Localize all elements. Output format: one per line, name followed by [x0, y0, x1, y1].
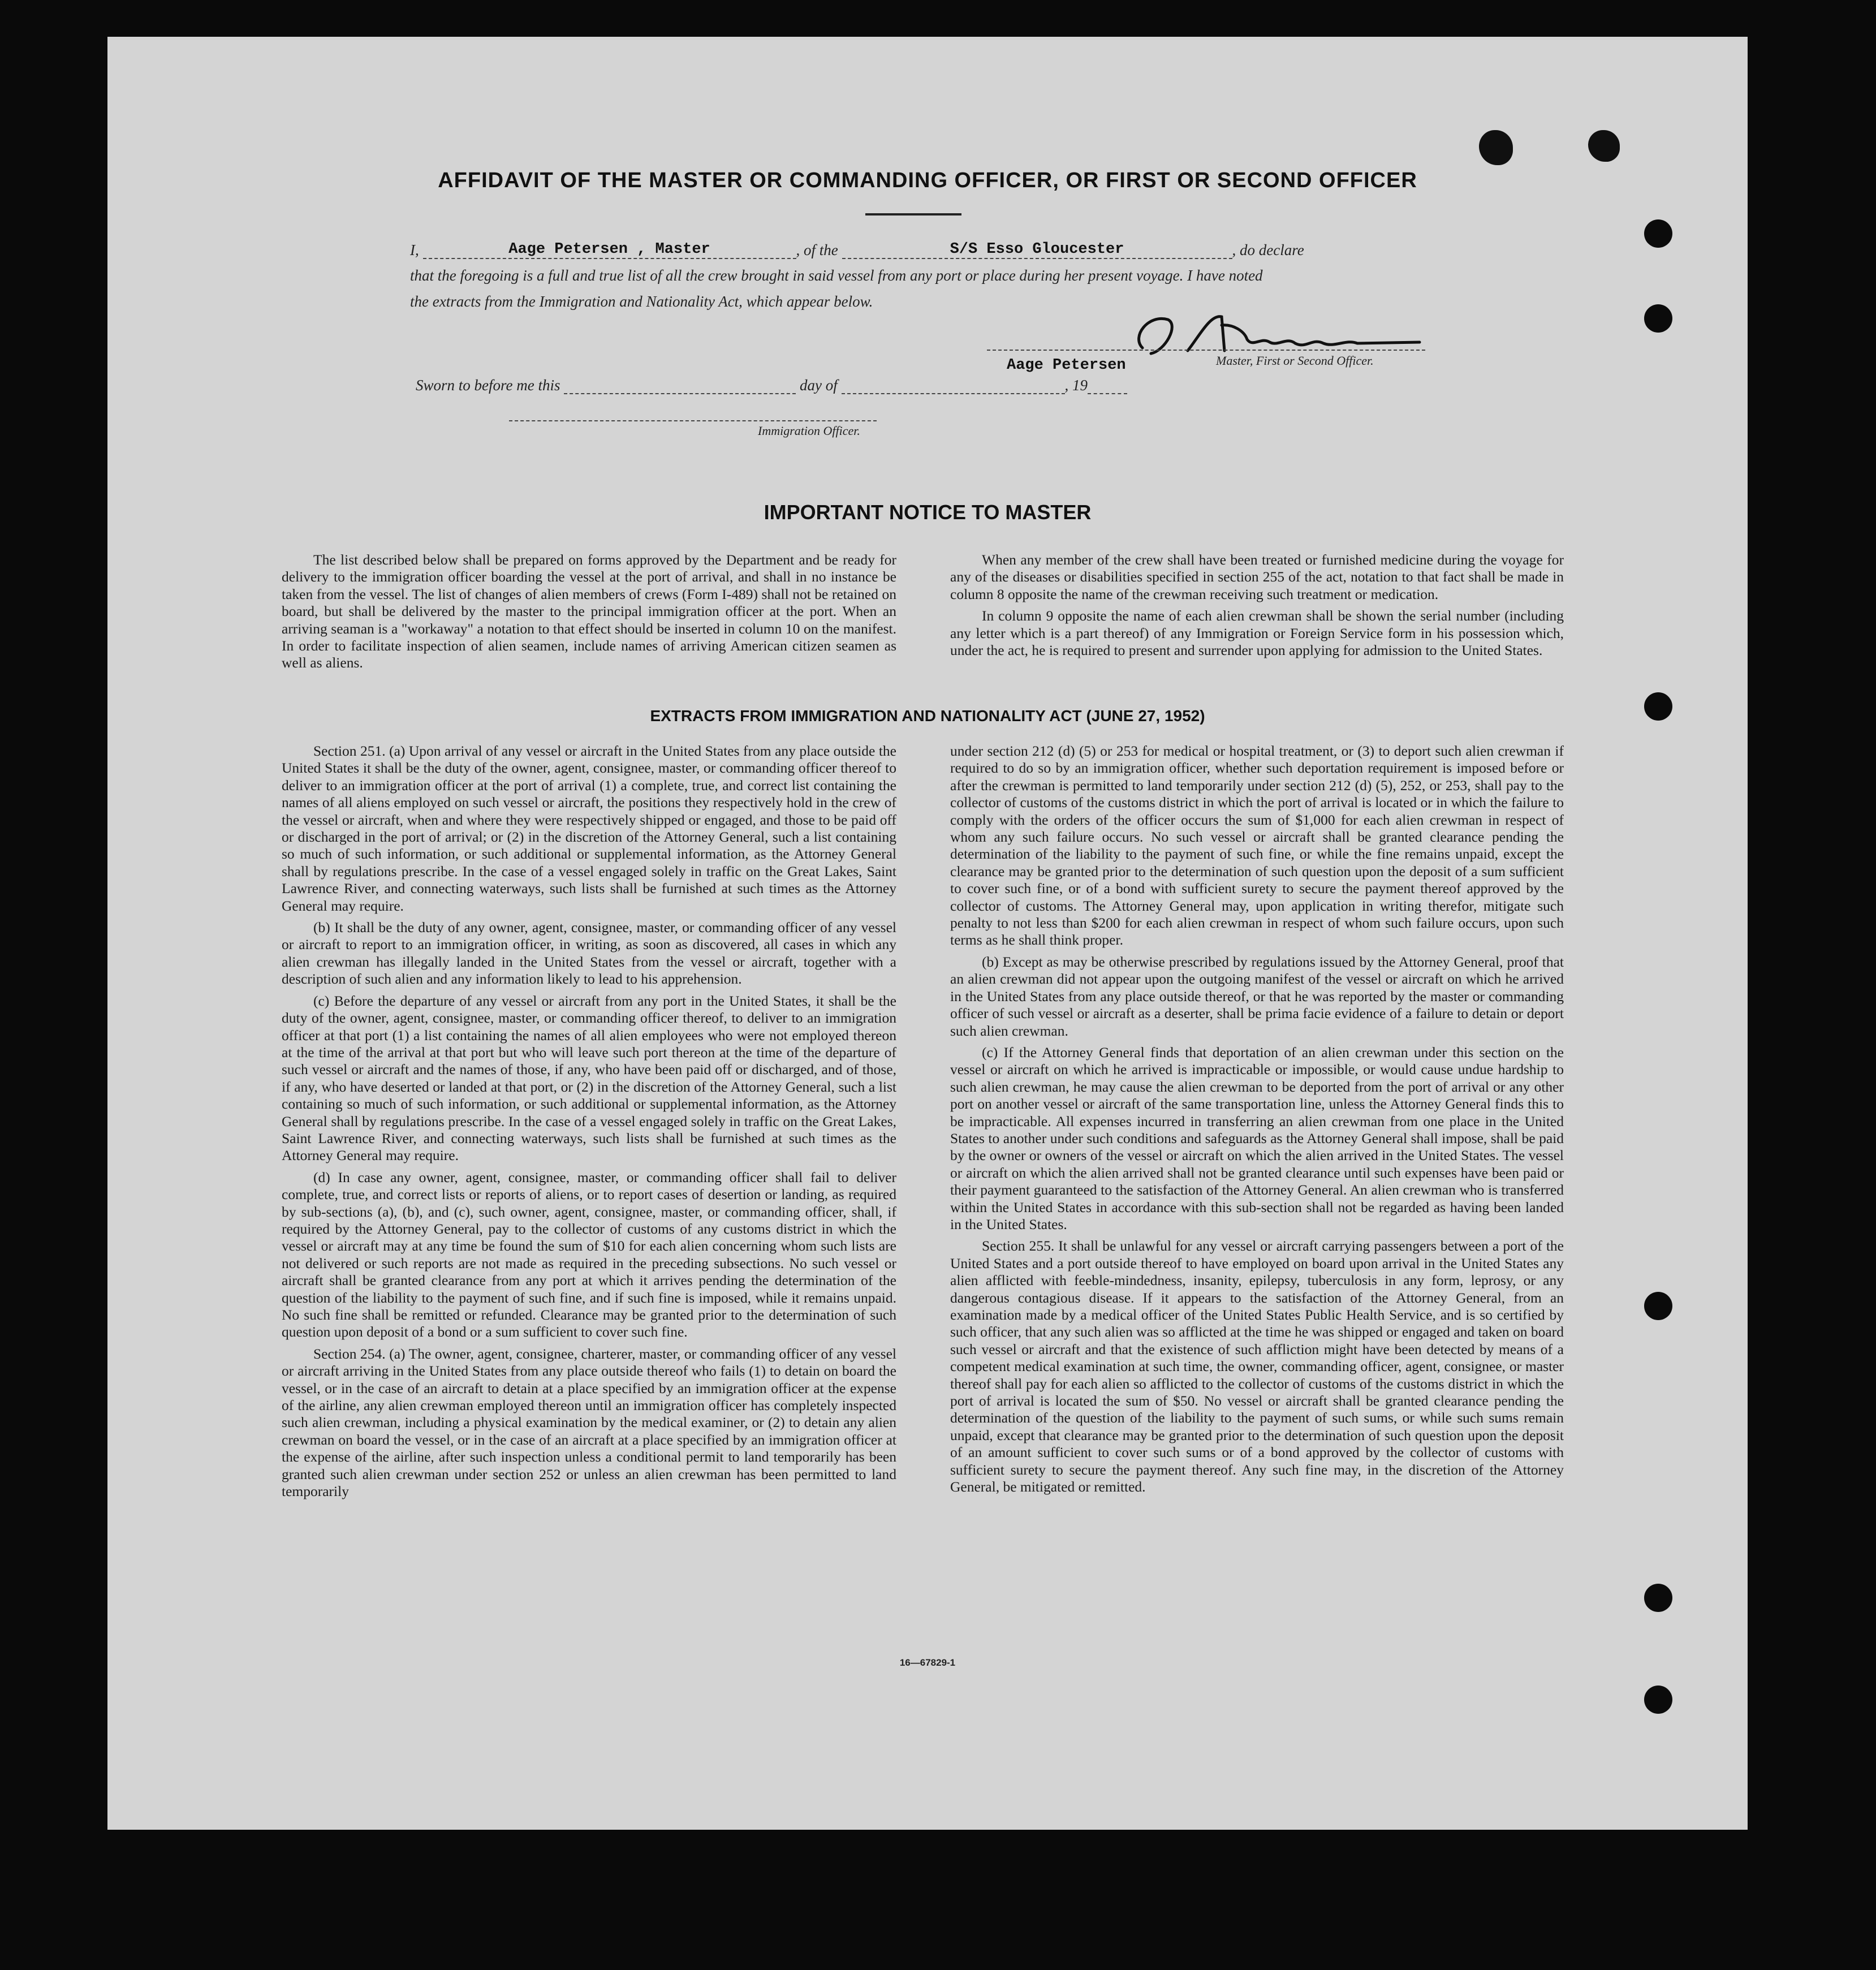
declaration-line: [410, 241, 1304, 259]
vessel-name-field: S/S Esso Gloucester: [842, 241, 1232, 259]
binder-hole: [1644, 1584, 1672, 1612]
sworn-prefix: Sworn to before me this: [416, 377, 560, 394]
notice-title: IMPORTANT NOTICE TO MASTER: [764, 501, 1092, 524]
binder-hole: [1644, 1292, 1672, 1320]
year-prefix: , 19: [1064, 377, 1088, 394]
extracts-title: EXTRACTS FROM IMMIGRATION AND NATIONALITY ACT (JUNE 27, 1952): [650, 707, 1205, 725]
binder-hole: [1644, 304, 1672, 333]
notice-paragraph: When any member of the crew shall have been treated or furnished medicine during the voyage for any of the diseases or disabilities specified in section 255 of the act, notation to that fact shall be made in column 8 opposite the name of the crewman receiving such treatment or medication.: [950, 551, 1564, 602]
section-paragraph: (c) If the Attorney General finds that deportation of an alien crewman under this section on the vessel or aircraft on which he arrived is impracticable or impossible, or would cause undue hardship to such alien crewman, he may cause the alien crewman to be deported from the port of arrival or any other port on another vessel or aircraft of the same transportation line, unless the Attorney General finds this to be impracticable. All expenses incurred in transferring an alien crewman from one place in the United States to another under such conditions and safeguards as the Attorney General shall impose, shall be paid by the owner or owners of the vessel or aircraft on which the alien arrived in the United States. The vessel or aircraft on which the alien arrived shall not be granted clearance until such expenses have been paid or their payment guaranteed to the satisfaction of the Attorney General. An alien crewman who is transferred within the United States in accordance with this sub-section shall not be regarded as having been landed in the United States.: [950, 1044, 1564, 1232]
sworn-year-field: [1088, 376, 1127, 394]
typed-name: Aage Petersen: [1007, 357, 1126, 374]
signature-line: [987, 350, 1425, 351]
form-number: 16—67829-1: [899, 1657, 956, 1668]
do-declare-text: , do declare: [1232, 242, 1304, 258]
sworn-month-field: [842, 376, 1065, 394]
section-paragraph: Section 251. (a) Upon arrival of any vessel or aircraft in the United States from any place outside the United States it shall be the duty of the owner, agent, consignee, master, or commanding officer thereof to deliver to an immigration officer at the port of arrival (1) a complete, true, and correct list containing the names of all aliens employed on such vessel or aircraft, the positions they respectively hold in the crew of the vessel or aircraft, when and where they were respectively shipped or engaged, and those to be paid off or discharged in the port of arrival; or (2) in the discretion of the Attorney General, such a list containing so much of such information, or such additional or supplemental information, as the Attorney General shall by regulations prescribe. In the case of a vessel engaged solely in traffic on the Great Lakes, Saint Lawrence River, and connecting waterways, such lists shall be furnished at such times as the Attorney General may require.: [282, 743, 896, 914]
declarant-name-field: Aage Petersen , Master: [423, 241, 796, 259]
section-paragraph: (b) It shall be the duty of any owner, agent, consignee, master, or commanding officer of any vessel or aircraft to report to an immigration officer, in writing, as soon as discovered, all cases in which any alien crewman has illegally landed in the United States from the vessel or aircraft, together with a description of such alien and any information likely to lead to his apprehension.: [282, 919, 896, 988]
declaration-text-line-2: that the foregoing is a full and true list of all the crew brought in said vessel from any port or place during her present voyage. I have noted: [410, 267, 1263, 284]
binder-hole: [1644, 219, 1672, 248]
sworn-day-field: [564, 376, 796, 394]
affidavit-title: AFFIDAVIT OF THE MASTER OR COMMANDING OFFICER, OR FIRST OR SECOND OFFICER: [438, 169, 1417, 192]
section-paragraph: Section 255. It shall be unlawful for any vessel or aircraft carrying passengers between a port of the United States and a port outside thereof to have employed on board upon arrival in the United States any alien afflicted with feeble-mindedness, insanity, epilepsy, tuberculosis in any form, leprosy, or any dangerous contagious disease. If it appears to the satisfaction of the Attorney General, from an examination made by a medical officer of the United States Public Health Service, and is so certified by such officer, that any such alien was so afflicted at the time he was shipped or engaged and taken on board such vessel or aircraft and that the existence of such affliction might have been detected by means of a competent medical examination at such time, the owner, commanding officer, agent, consignee, or master thereof shall pay for each alien so afflicted to the collector of customs of the customs district in which the port of arrival is located the sum of $50. No vessel or aircraft shall be granted clearance pending the determination of the question of the liability to the payment of such sums, or while such sums remain unpaid, except that clearance may be granted prior to the determination of such question upon the deposit of an amount sufficient to cover such sums or of a bond approved by the collector of customs with sufficient surety to secure the payment thereof. Any such fine may, in the discretion of the Attorney General, be mitigated or remitted.: [950, 1238, 1564, 1495]
section-paragraph: (b) Except as may be otherwise prescribed by regulations issued by the Attorney General, proof that an alien crewman did not appear upon the outgoing manifest of the vessel or aircraft on which he arrived in the United States from any place outside thereof, or that he was reported by the master or commanding officer of such vessel or aircraft as a deserter, shall be prima facie evidence of a failure to detain or deport such alien crewman.: [950, 953, 1564, 1039]
title-divider: [865, 213, 961, 215]
signature-caption: Master, First or Second Officer.: [1216, 354, 1374, 368]
document-page: [107, 37, 1748, 1830]
section-paragraph: Section 254. (a) The owner, agent, consignee, charterer, master, or commanding officer of any vessel or aircraft arriving in the United States from any place outside thereof who fails (1) to detain on board the vessel, or in the case of an aircraft to detain at a place specified by an immigration officer at the expense of the airline, any alien crewman employed thereon until an immigration officer has completely inspected such alien crewman, including a physical examination by the medical examiner, or (2) to detain any alien crewman on board the vessel, or in the case of an aircraft at a place specified by an immigration officer at the expense of the airline, after such inspection unless a conditional permit to land temporarily has been granted such alien crewman under section 252 or unless an alien crewman has been permitted to land temporarily: [282, 1345, 896, 1500]
section-paragraph: (c) Before the departure of any vessel or aircraft from any port in the United States, it shall be the duty of the owner, agent, consignee, master, or commanding officer thereof, to deliver to an immigration officer at that port (1) a list containing the names of all alien employees who were not employed thereon at the time of the arrival at that port but who will leave such port thereon at the time of the departure of such vessel or aircraft and the names of those, if any, who have been paid off or discharged, and of those, if any, who have deserted or landed at that port, or (2) in the discretion of the Attorney General, such a list containing so much of such information, or such additional or supplemental information, as the Attorney General shall by regulations prescribe. In the case of a vessel engaged solely in traffic on the Great Lakes, Saint Lawrence River, and connecting waterways, such lists shall be furnished at such times as the Attorney General may require.: [282, 992, 896, 1164]
ink-blot: [1479, 130, 1513, 165]
sworn-line: [416, 376, 1127, 394]
notice-paragraph: The list described below shall be prepared on forms approved by the Department and be ready for delivery to the immigration officer boarding the vessel at the port of arrival, and shall in no instance be taken from the vessel. The list of changes of alien members of crews (Form I-489) shall not be retained on board, but shall be delivered by the master to the principal immigration officer at the port. When an arriving seaman is a "workaway" a notation to that effect should be inserted in column 10 on the manifest. In order to facilitate inspection of alien seamen, include names of arriving American citizen seamen as well as aliens.: [282, 551, 896, 671]
notice-paragraph: In column 9 opposite the name of each alien crewman shall be shown the serial number (including any letter which is a part thereof) of any Immigration or Foreign Service form in his possession which, under the act, he is required to present and surrender upon applying for admission to the United States.: [950, 607, 1564, 659]
section-paragraph: under section 212 (d) (5) or 253 for medical or hospital treatment, or (3) to deport such alien crewman if required to do so by an immigration officer, whether such deportation requirement is imposed before or after the crewman is permitted to land temporarily under section 212 (d) (5), 252, or 253, shall pay to the collector of customs of the customs district in which the port of arrival is located or in which the failure to comply with the orders of the officer occurs the sum of $1,000 for each alien crewman in respect of whom any such failure occurs. No such vessel or aircraft shall be granted clearance pending the determination of the liability to the payment of such fine, or while the fine remains unpaid, except the clearance may be granted prior to the determination of such question upon the deposit of a sum sufficient to cover such fine, or of a bond with sufficient surety to secure the payment thereof approved by the collector of customs. The Attorney General may, upon application in writing therefor, mitigate such penalty to not less than $200 for each alien crewman in respect of whom such failure occurs, upon such terms as he shall think proper.: [950, 743, 1564, 949]
section-paragraph: (d) In case any owner, agent, consignee, master, or commanding officer shall fail to deliver complete, true, and correct lists or reports of aliens, or to report cases of desertion or landing, as required by sub-sections (a), (b), and (c), such owner, agent, consignee, master, or commanding officer, shall, if required by the Attorney General, pay to the collector of customs of any customs district in which the vessel or aircraft may at any time be found the sum of $10 for each alien concerning whom such lists are not delivered or such reports are not made as required in the preceding subsections. No such vessel or aircraft shall be granted clearance from any port at which it arrives pending the determination of the question of the liability to the payment of such fine, and if such fine is imposed, while it remains unpaid. No such fine shall be remitted or refunded. Clearance may be granted prior to the determination of such question upon deposit of a bond or a sum sufficient to cover such fine.: [282, 1169, 896, 1340]
immigration-officer-line: [509, 420, 877, 421]
declaration-text-line-3: the extracts from the Immigration and Nationality Act, which appear below.: [410, 293, 873, 310]
immigration-officer-caption: Immigration Officer.: [758, 424, 860, 438]
notice-right-column: [950, 551, 1564, 663]
extracts-right-column: [950, 743, 1564, 1500]
day-of-text: day of: [800, 377, 838, 394]
binder-hole: [1644, 1686, 1672, 1714]
ink-blot: [1588, 130, 1620, 162]
notice-left-column: [282, 551, 896, 676]
of-the-text: , of the: [796, 242, 838, 258]
extracts-left-column: [282, 743, 896, 1505]
declaration-prefix: I,: [410, 242, 419, 258]
